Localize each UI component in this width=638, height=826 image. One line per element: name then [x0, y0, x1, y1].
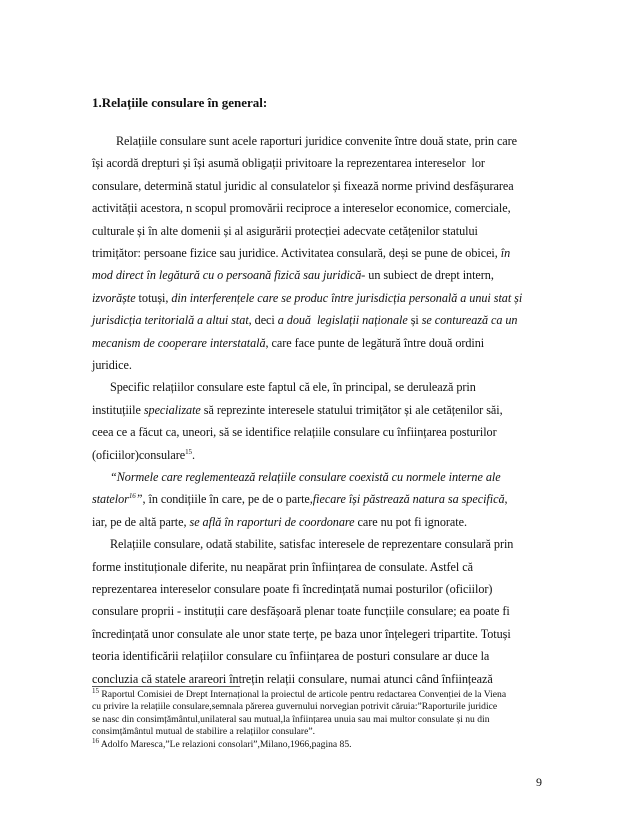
body-segment: și	[407, 313, 422, 328]
section-heading: 1.Relațiile consulare în general:	[92, 95, 268, 110]
body-segment: să reprezinte interesele statului trimițător și ale cetățenilor săi,	[200, 402, 503, 417]
body-segment: concluzia că statele arareori întrețin relații consulare, numai atunci când înființează	[92, 671, 493, 686]
body-segment: ,	[504, 492, 508, 507]
body-segment: teoria identificării relațiilor consulare cu înființarea de posturi consulare ar duce la	[92, 649, 490, 664]
body-segment: activității acestora, n scopul promovării reciproce a intereselor economice, comerciale,	[92, 201, 511, 216]
body-line	[92, 291, 522, 306]
body-line	[92, 515, 467, 530]
footnote-line	[92, 686, 507, 700]
body-segment: își acordă drepturi și își asumă obligații privitoare la reprezentarea intereselor lor	[92, 156, 485, 171]
footnote-segment: se nasc din consimțământul,unilateral sau mutual,la înființarea unuia sau mai multor consulate și nu din	[92, 713, 490, 725]
body-segment: trimițător: persoane fizice sau juridice. Activitatea consulară, deși se pune de obicei,	[92, 246, 501, 260]
body-line	[92, 246, 510, 261]
body-segment: mod direct în legătură cu o persoană fizică sau juridică	[92, 268, 362, 283]
body-line	[92, 492, 508, 507]
body-line	[92, 649, 489, 664]
body-line	[92, 179, 514, 194]
body-line	[92, 403, 503, 418]
body-segment: , deci	[248, 313, 278, 328]
body-segment: - un subiect de drept intern,	[361, 268, 494, 283]
body-segment: a două legislații naționale	[277, 313, 408, 328]
footnote-line	[92, 736, 352, 750]
body-segment: consulare, determină statul juridic al consulatelor și fixează norme privind desfășurarea	[92, 178, 514, 193]
footnote-segment: Adolfo Maresca,”Le relazioni consolari”,Milano,1966,pagina 85.	[99, 738, 352, 750]
body-line	[92, 358, 132, 373]
body-segment: instituțiile	[92, 402, 144, 417]
body-segment: care nu pot fi ignorate.	[354, 514, 467, 529]
body-segment: , se află în raporturi de coordonare	[183, 514, 355, 529]
page-number: 9	[536, 775, 542, 789]
footnote-separator	[92, 686, 240, 687]
body-line	[92, 604, 510, 619]
body-line	[92, 537, 513, 552]
body-segment: (oficiilor)consulare	[92, 447, 186, 462]
body-segment: iar, pe de altă parte	[92, 514, 184, 529]
body-segment: încredințată unor consulate ale unor state terțe, pe baza unor înțelegeri tripartite. Totuși	[92, 626, 511, 641]
body-segment: specializate	[143, 402, 201, 417]
body-line	[92, 627, 511, 642]
body-segment: culturale și în alte domenii și al asigurării protecției adecvate cetățenilor statului	[92, 223, 478, 238]
footnote-line	[92, 726, 315, 737]
body-line	[92, 470, 501, 485]
body-line	[92, 224, 478, 239]
body-line	[92, 560, 473, 575]
body-segment: consulare proprii - instituții care desfășoară plenar toate funcțiile consulare; ea poate fi	[92, 604, 510, 619]
body-line	[92, 134, 517, 149]
footnote-line	[92, 701, 497, 712]
body-line	[92, 425, 497, 440]
body-segment: mecanism de cooperare interstatală	[92, 335, 266, 350]
body-segment: Specific relațiilor consulare este faptul că ele, în principal, se derulează prin	[92, 380, 476, 395]
footnote-ref: 16	[128, 492, 136, 501]
body-segment: , care face punte de legătură între două ordini	[265, 335, 485, 350]
body-line	[92, 336, 484, 351]
body-segment: forme instituționale diferite, nu neapărat prin înființarea de consulate. Astfel că	[92, 559, 473, 574]
body-segment: fiecare își păstrează natura sa specifică	[312, 492, 505, 507]
footnote-ref: 15	[185, 447, 192, 456]
footnote-ref: 15	[92, 686, 99, 695]
body-segment: se conturează ca un	[421, 313, 518, 328]
body-segment: “Normele care reglementează relațiile consulare coexistă cu normele interne ale	[109, 470, 501, 484]
body-segment: , în condițiile în care, pe de o parte,	[142, 492, 313, 507]
body-line	[92, 672, 493, 687]
body-segment: juridice.	[92, 358, 132, 372]
body-segment: din interferențele care se produc între jurisdicția personală a unui stat și	[171, 290, 523, 305]
body-segment: ceea ce a făcut ca, uneori, să se identifice relațiile consulare cu înființarea posturilor	[92, 425, 497, 440]
footnote-segment: Raportul Comisiei de Drept Internațional la proiectul de articole pentru redactarea Convenției de la Viena	[99, 689, 507, 700]
body-segment: Relațiile consulare sunt acele raporturi juridice convenite între două state, prin care	[92, 134, 518, 148]
body-line	[92, 448, 195, 463]
body-segment: ”	[135, 492, 143, 507]
body-line	[92, 156, 485, 171]
body-segment	[92, 470, 110, 484]
body-segment: totuși,	[135, 290, 172, 305]
body-line	[92, 582, 492, 597]
body-segment: izvorăște	[92, 290, 136, 305]
body-line	[92, 268, 494, 283]
footnote-line	[92, 714, 490, 725]
body-line	[92, 380, 476, 395]
body-segment: în	[500, 246, 511, 260]
body-line	[92, 201, 511, 216]
footnote-segment: cu privire la relațiile consulare,semnala părerea guvernului norvegian potrivit căruia:”Raporturile juridice	[92, 701, 498, 713]
footnote-ref: 16	[92, 736, 99, 745]
body-segment: reprezentarea intereselor consulare poate fi încredințată numai posturilor (oficiilor)	[92, 582, 493, 596]
footnote-segment: consimțământul mutual de stabilire a relațiilor consulare”.	[92, 726, 315, 738]
body-segment: statelor	[92, 492, 129, 507]
body-segment: .	[191, 447, 195, 462]
body-segment: jurisdicția teritorială a altui stat	[92, 313, 249, 328]
body-segment: Relațiile consulare, odată stabilite, satisfac interesele de reprezentare consulară prin	[92, 537, 514, 552]
body-line	[92, 313, 517, 328]
